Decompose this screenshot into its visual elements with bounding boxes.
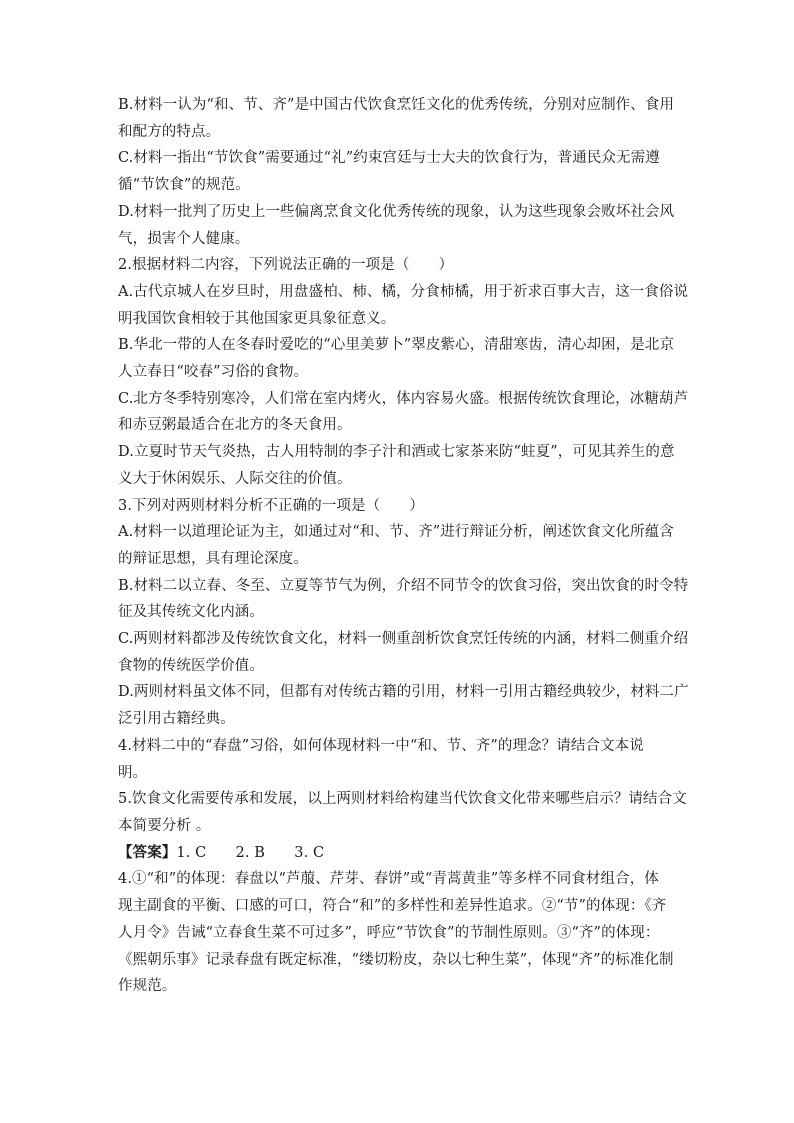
text-line: B.材料一认为“和、节、齐”是中国古代饮食烹饪文化的优秀传统，分别对应制作、食用 bbox=[118, 97, 675, 113]
text-line: 义大于休闲娱乐、人际交往的价值。 bbox=[118, 470, 352, 487]
document-page bbox=[118, 92, 689, 1000]
text-line: C.材料一指出“节饮食”需要通过“礼”约束宫廷与士大夫的饮食行为，普通民众无需遵 bbox=[118, 150, 660, 167]
question-3: 3.下列对两则材料分析不正确的一项是（ ） bbox=[118, 497, 425, 514]
answer-line bbox=[118, 840, 678, 867]
answer-detail-line: 现主副食的平衡、口感的可口，符合“和”的多样性和差异性追求。②“节”的体现：《齐 bbox=[118, 898, 667, 915]
text-line: 气，损害个人健康。 bbox=[118, 230, 250, 247]
text-line: D.两则材料虽文体不同，但都有对传统古籍的引用，材料一引用古籍经典较少，材料二广 bbox=[118, 684, 689, 701]
text-line: 循“节饮食”的规范。 bbox=[118, 177, 250, 194]
question-2: 2.根据材料二内容，下列说法正确的一项是（ ） bbox=[118, 257, 454, 274]
text-line: 本简要分析 。 bbox=[118, 817, 211, 834]
answer-text: 1. C 2. B 3. C bbox=[176, 844, 325, 861]
text-line: C.北方冬季特别寒冷，人们常在室内烤火，体内容易火盛。根据传统饮食理论，冰糖葫芦 bbox=[118, 390, 689, 407]
text-line: 泛引用古籍经典。 bbox=[118, 711, 235, 728]
text-line: C.两则材料都涉及传统饮食文化，材料一侧重剖析饮食烹饪传统的内涵，材料二侧重介绍 bbox=[118, 631, 689, 648]
answer-detail-line: 4.①“和”的体现：春盘以“芦菔、芹芽、春饼”或“青蒿黄韭”等多样不同食材组合，体 bbox=[118, 871, 659, 888]
text-line: 征及其传统文化内涵。 bbox=[118, 604, 264, 621]
question-4: 4.材料二中的“春盘”习俗，如何体现材料一中“和、节、齐”的理念？请结合文本说 bbox=[118, 737, 644, 754]
answer-detail-line: 人月令》告诫“立春食生菜不可过多”，呼应“节饮食”的节制性原则。③“齐”的体现： bbox=[118, 924, 660, 941]
question-5: 5.饮食文化需要传承和发展，以上两则材料给构建当代饮食文化带来哪些启示？请结合文 bbox=[118, 791, 687, 808]
text-line: 人立春日“咬春”习俗的食物。 bbox=[118, 364, 309, 381]
text-line: D.立夏时节天气炎热，古人用特制的李子汁和酒或七家茶来防“蛀夏”，可见其养生的意 bbox=[118, 444, 675, 461]
text-line: B.华北一带的人在冬春时爱吃的“心里美萝卜”翠皮紫心，清甜寒齿，清心却困，是北京 bbox=[118, 337, 675, 354]
text-line: B.材料二以立春、冬至、立夏等节气为例，介绍不同节令的饮食习俗，突出饮食的时令特 bbox=[118, 577, 689, 594]
answer-tag: 【答案】 bbox=[118, 843, 177, 861]
text-line: A.材料一以道理论证为主，如通过对“和、节、齐”进行辩证分析，阐述饮食文化所蕴含 bbox=[118, 524, 674, 541]
text-line: 的辩证思想，具有理论深度。 bbox=[118, 550, 308, 567]
answer-detail-line: 作规范。 bbox=[118, 978, 177, 995]
text-line: 和赤豆粥最适合在北方的冬天食用。 bbox=[118, 417, 352, 434]
text-line: A.古代京城人在岁旦时，用盘盛柏、柿、橘，分食柿橘，用于祈求百事大吉，这一食俗说 bbox=[118, 283, 689, 300]
text-line: 和配方的特点。 bbox=[118, 123, 221, 140]
text-line: D.材料一批判了历史上一些偏离烹食文化优秀传统的现象，认为这些现象会败坏社会风 bbox=[118, 203, 675, 220]
answer-detail-line: 《熙朝乐事》记录春盘有既定标准，“缕切粉皮，杂以七种生菜”，体现“齐”的标准化制 bbox=[118, 951, 674, 968]
text-line: 明我国饮食相较于其他国家更具象征意义。 bbox=[118, 310, 396, 327]
text-line: 明。 bbox=[118, 764, 148, 781]
text-line: 食物的传统医学价值。 bbox=[118, 657, 264, 674]
